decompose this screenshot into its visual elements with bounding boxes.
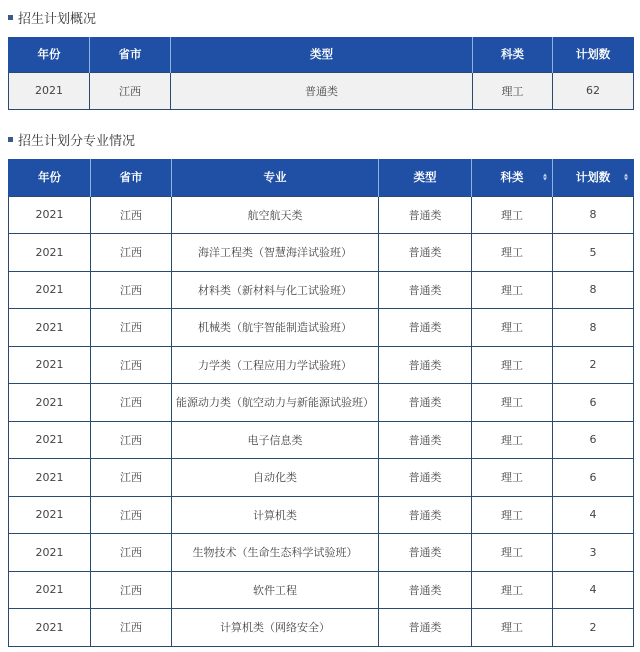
header-major: 专业 <box>172 159 379 196</box>
table-row <box>9 234 634 272</box>
cell-subject: 理工 <box>472 534 553 572</box>
cell-major: 机械类（航宇智能制造试验班） <box>172 309 379 347</box>
cell-province: 江西 <box>91 571 172 609</box>
cell-province: 江西 <box>91 234 172 272</box>
table-row <box>9 346 634 384</box>
overview-header-row <box>9 37 634 72</box>
cell-year: 2021 <box>9 571 91 609</box>
cell-subject: 理工 <box>472 496 553 534</box>
sort-icon[interactable] <box>624 174 628 181</box>
cell-plan-count: 4 <box>553 496 634 534</box>
cell-province: 江西 <box>91 421 172 459</box>
cell-subject: 理工 <box>472 571 553 609</box>
cell-province: 江西 <box>91 534 172 572</box>
cell-year: 2021 <box>9 346 91 384</box>
majors-title-text: 招生计划分专业情况 <box>18 133 136 149</box>
cell-plan-count: 8 <box>553 309 634 347</box>
cell-province: 江西 <box>91 196 172 234</box>
cell-subject: 理工 <box>472 309 553 347</box>
cell-major: 能源动力类（航空动力与新能源试验班） <box>172 384 379 422</box>
cell-subject: 理工 <box>472 421 553 459</box>
header-type: 类型 <box>171 37 473 72</box>
cell-major: 海洋工程类（智慧海洋试验班） <box>172 234 379 272</box>
cell-year: 2021 <box>9 496 91 534</box>
cell-subject: 理工 <box>472 384 553 422</box>
cell-subject: 理工 <box>472 609 553 647</box>
header-subject-label: 科类 <box>500 170 524 185</box>
cell-major: 力学类（工程应用力学试验班） <box>172 346 379 384</box>
cell-year: 2021 <box>9 234 91 272</box>
cell-plan-count: 4 <box>553 571 634 609</box>
cell-year: 2021 <box>9 196 91 234</box>
cell-province: 江西 <box>91 346 172 384</box>
table-row <box>9 571 634 609</box>
table-row <box>9 196 634 234</box>
table-row <box>9 459 634 497</box>
cell-province: 江西 <box>91 496 172 534</box>
bullet-icon <box>8 15 13 20</box>
table-row <box>9 609 634 647</box>
cell-type: 普通类 <box>379 271 472 309</box>
cell-year: 2021 <box>9 309 91 347</box>
cell-year: 2021 <box>9 271 91 309</box>
cell-province: 江西 <box>91 384 172 422</box>
cell-plan-count: 6 <box>553 421 634 459</box>
cell-subject: 理工 <box>472 271 553 309</box>
cell-plan-count: 2 <box>553 609 634 647</box>
cell-subject: 理工 <box>472 459 553 497</box>
overview-table <box>8 37 634 110</box>
cell-province: 江西 <box>91 309 172 347</box>
overview-title-text: 招生计划概况 <box>18 11 97 27</box>
cell-year: 2021 <box>9 421 91 459</box>
cell-plan-count: 6 <box>553 384 634 422</box>
cell-year: 2021 <box>9 609 91 647</box>
cell-type: 普通类 <box>379 309 472 347</box>
header-year: 年份 <box>9 37 90 72</box>
cell-type: 普通类 <box>171 72 473 109</box>
cell-type: 普通类 <box>379 384 472 422</box>
cell-major: 自动化类 <box>172 459 379 497</box>
sort-icon[interactable] <box>543 174 547 181</box>
cell-major: 生物技术（生命生态科学试验班） <box>172 534 379 572</box>
cell-major: 电子信息类 <box>172 421 379 459</box>
bullet-icon <box>8 137 13 142</box>
overview-section-title <box>8 6 96 28</box>
cell-major: 软件工程 <box>172 571 379 609</box>
cell-type: 普通类 <box>379 534 472 572</box>
cell-year: 2021 <box>9 459 91 497</box>
cell-subject: 理工 <box>472 346 553 384</box>
table-row <box>9 384 634 422</box>
header-plan-count-sortable[interactable] <box>553 159 634 196</box>
cell-type: 普通类 <box>379 571 472 609</box>
cell-type: 普通类 <box>379 609 472 647</box>
header-plan-count: 计划数 <box>553 37 634 72</box>
cell-type: 普通类 <box>379 234 472 272</box>
table-row <box>9 72 634 109</box>
majors-table <box>8 159 634 647</box>
header-plan-count-label: 计划数 <box>575 170 611 185</box>
majors-section-title <box>8 128 135 150</box>
cell-plan-count: 8 <box>553 196 634 234</box>
cell-major: 计算机类 <box>172 496 379 534</box>
cell-plan-count: 2 <box>553 346 634 384</box>
cell-province: 江西 <box>90 72 171 109</box>
cell-year: 2021 <box>9 534 91 572</box>
cell-type: 普通类 <box>379 459 472 497</box>
table-row <box>9 309 634 347</box>
cell-province: 江西 <box>91 271 172 309</box>
majors-header-row <box>9 159 634 196</box>
table-row <box>9 534 634 572</box>
cell-subject: 理工 <box>473 72 553 109</box>
cell-type: 普通类 <box>379 346 472 384</box>
cell-province: 江西 <box>91 609 172 647</box>
header-type: 类型 <box>379 159 472 196</box>
cell-plan-count: 5 <box>553 234 634 272</box>
table-row <box>9 496 634 534</box>
cell-subject: 理工 <box>472 196 553 234</box>
cell-year: 2021 <box>9 72 90 109</box>
header-subject-sortable[interactable] <box>472 159 553 196</box>
cell-plan-count: 62 <box>553 72 634 109</box>
cell-type: 普通类 <box>379 421 472 459</box>
cell-major: 航空航天类 <box>172 196 379 234</box>
cell-major: 计算机类（网络安全） <box>172 609 379 647</box>
cell-major: 材料类（新材料与化工试验班） <box>172 271 379 309</box>
cell-type: 普通类 <box>379 496 472 534</box>
table-row <box>9 271 634 309</box>
header-province: 省市 <box>91 159 172 196</box>
cell-plan-count: 6 <box>553 459 634 497</box>
cell-year: 2021 <box>9 384 91 422</box>
cell-type: 普通类 <box>379 196 472 234</box>
cell-plan-count: 8 <box>553 271 634 309</box>
header-subject: 科类 <box>473 37 553 72</box>
cell-province: 江西 <box>91 459 172 497</box>
header-province: 省市 <box>90 37 171 72</box>
header-year: 年份 <box>9 159 91 196</box>
table-row <box>9 421 634 459</box>
cell-plan-count: 3 <box>553 534 634 572</box>
cell-subject: 理工 <box>472 234 553 272</box>
